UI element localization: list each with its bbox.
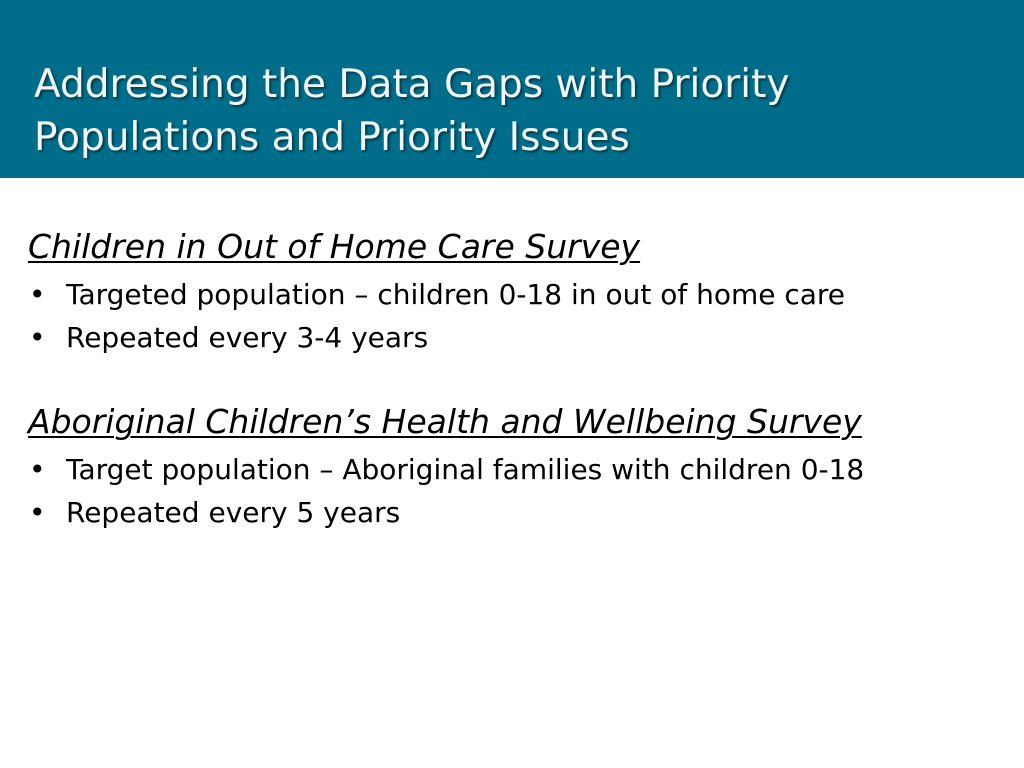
bullet-item (28, 452, 988, 487)
bullet-item (28, 320, 988, 355)
survey-section-aboriginal-health (28, 399, 988, 530)
bullet-icon: • (29, 278, 46, 311)
bullet-text: Repeated every 3-4 years (66, 321, 429, 354)
bullet-text: Repeated every 5 years (66, 496, 401, 529)
section-heading: Aboriginal Children’s Health and Wellbeing Survey (28, 402, 862, 441)
bullet-item (28, 277, 988, 312)
bullet-item (28, 495, 988, 530)
bullet-icon: • (29, 321, 46, 354)
bullet-icon: • (29, 453, 46, 486)
bullet-icon: • (29, 496, 46, 529)
slide-content (28, 224, 988, 530)
bullet-list (28, 277, 988, 355)
section-heading: Children in Out of Home Care Survey (28, 227, 641, 266)
bullet-text: Target population – Aboriginal families with children 0-18 (66, 453, 865, 486)
bullet-text: Targeted population – children 0-18 in out of home care (66, 278, 846, 311)
bullet-list (28, 452, 988, 530)
slide-title: Addressing the Data Gaps with Priority Populations and Priority Issues (34, 62, 790, 160)
title-bar (0, 0, 1024, 178)
survey-section-out-of-home-care (28, 224, 988, 355)
